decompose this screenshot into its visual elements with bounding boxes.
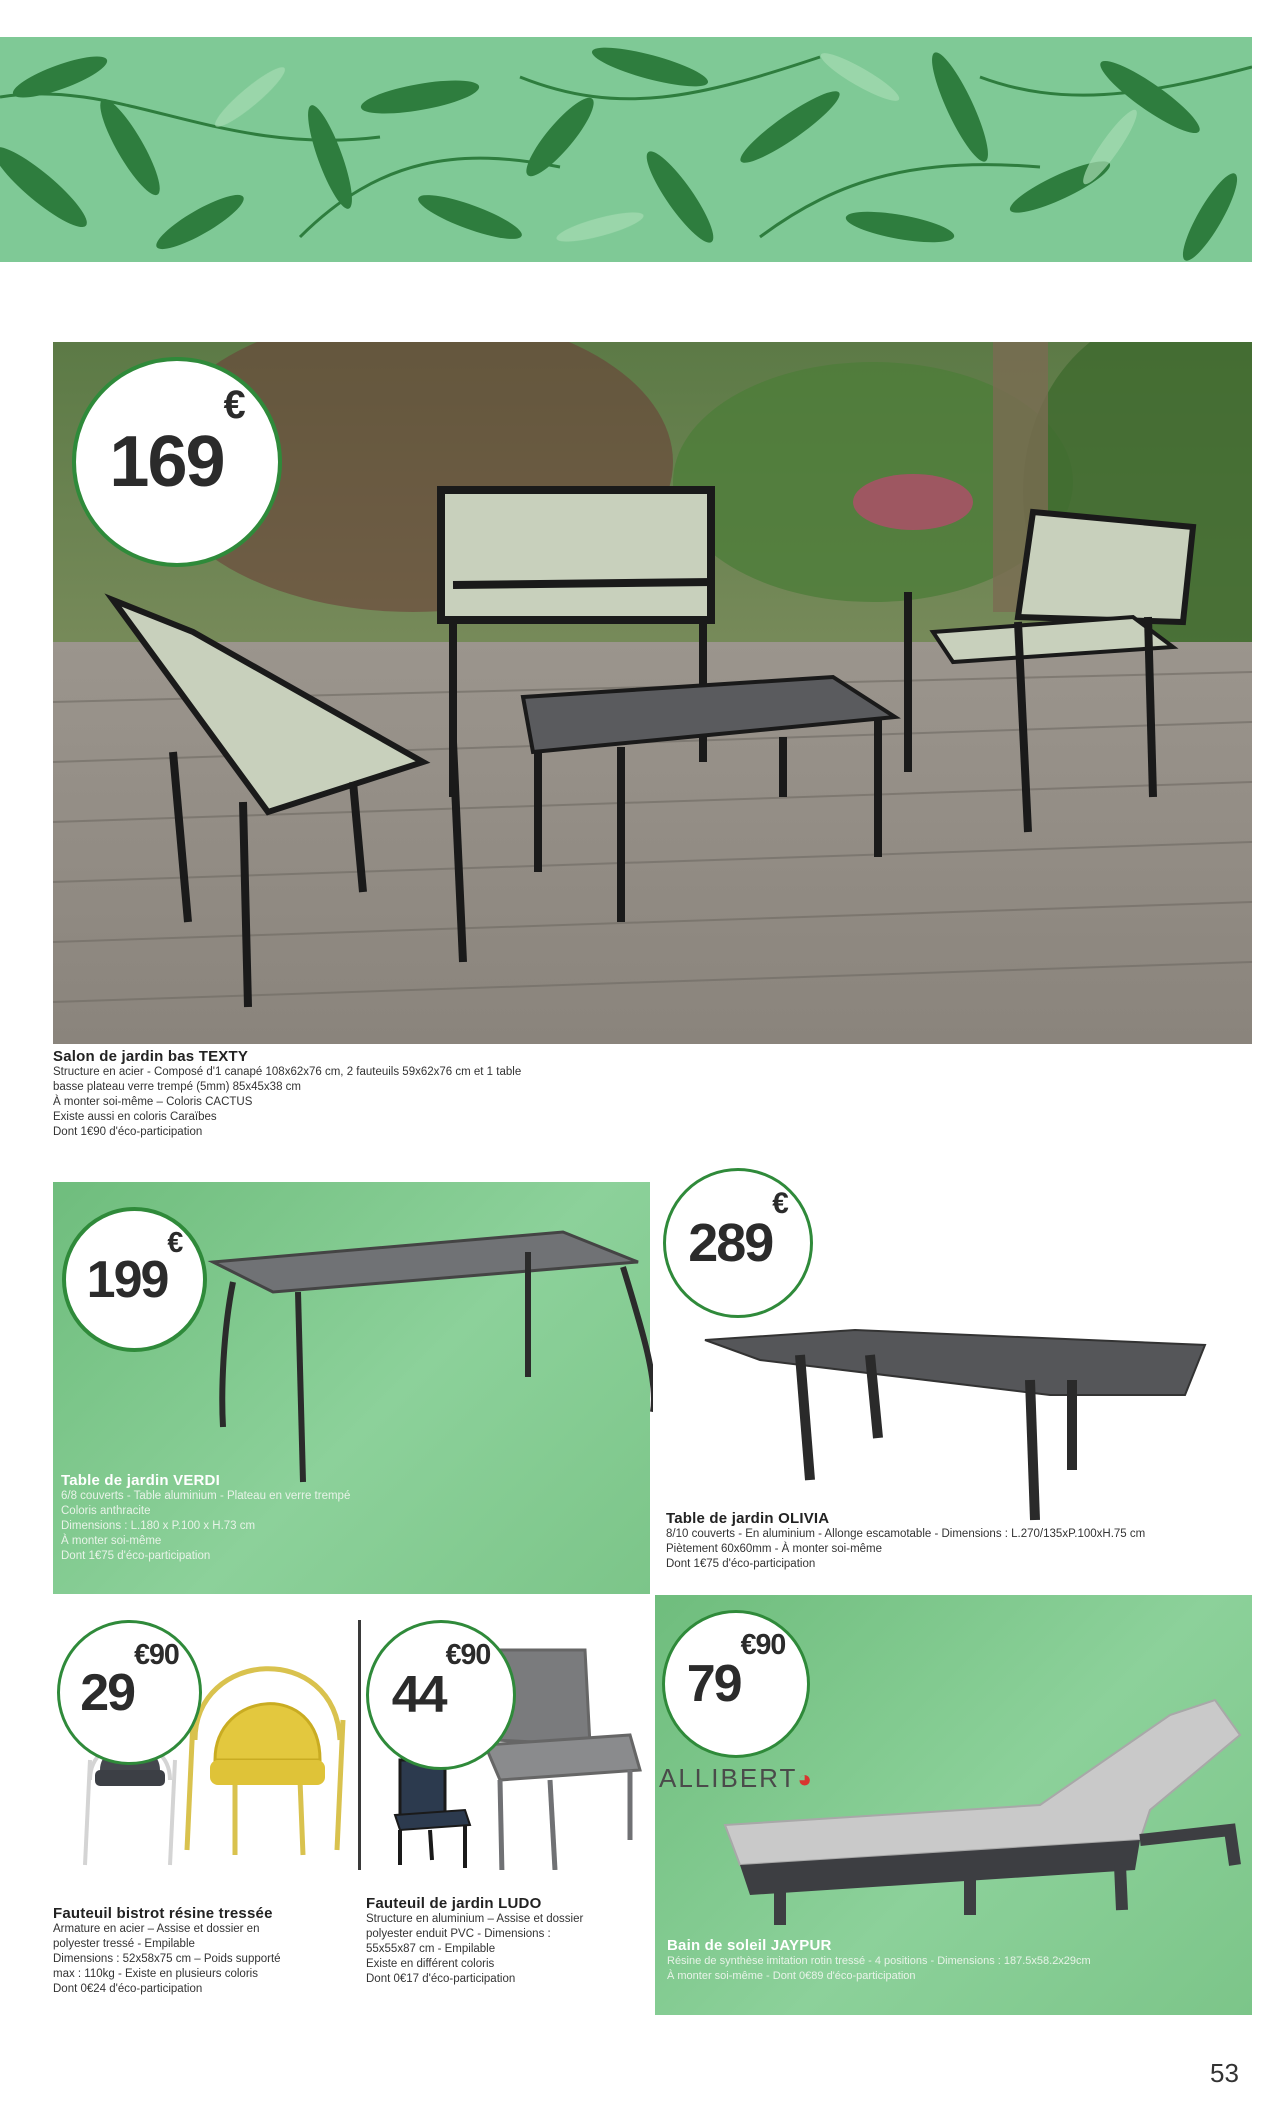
divider <box>358 1620 361 1870</box>
description-line: Dont 1€90 d'éco-participation <box>53 1126 203 1138</box>
price-main: 29 <box>80 1663 135 1722</box>
price-main: 289 <box>688 1213 773 1273</box>
price-sup: €90 <box>134 1638 179 1671</box>
product-description <box>666 1527 1256 1572</box>
description-line: À monter soi-même - Dont 0€89 d'éco-participation <box>667 1970 916 1982</box>
description-line: À monter soi-même – Coloris CACTUS <box>53 1096 253 1108</box>
product-title: Fauteuil bistrot résine tressée <box>53 1905 273 1922</box>
price-sup: € <box>167 1226 183 1259</box>
description-line: À monter soi-même <box>61 1535 162 1547</box>
leaf-pattern-illustration <box>0 37 1252 262</box>
description-line: Coloris anthracite <box>61 1505 151 1517</box>
description-line: Dont 1€75 d'éco-participation <box>666 1558 816 1570</box>
description-line: Dont 0€17 d'éco-participation <box>366 1973 516 1985</box>
description-line: max : 110kg - Existe en plusieurs coloris <box>53 1968 258 1980</box>
price-main: 199 <box>86 1250 168 1309</box>
product-title: Salon de jardin bas TEXTY <box>53 1048 249 1065</box>
product-title: Table de jardin OLIVIA <box>666 1510 830 1527</box>
verdi-table-illustration <box>203 1212 653 1492</box>
description-line: Dont 0€24 d'éco-participation <box>53 1983 203 1995</box>
product-bistrot-info <box>53 1905 353 1997</box>
brand-name: ALLIBERT <box>659 1763 798 1793</box>
price-badge-verdi <box>62 1207 207 1352</box>
product-title: Table de jardin VERDI <box>61 1472 220 1489</box>
product-ludo-info <box>366 1895 666 1987</box>
leaf-banner <box>0 37 1252 262</box>
page-number: 53 <box>1210 2058 1239 2088</box>
price-main: 169 <box>109 422 224 502</box>
description-line: Résine de synthèse imitation rotin tressé - 4 positions - Dimensions : 187.5x58.2x29cm <box>667 1955 1091 1967</box>
product-description <box>53 1065 773 1140</box>
price-badge-ludo <box>366 1620 516 1770</box>
description-line: Dont 1€75 d'éco-participation <box>61 1550 211 1562</box>
description-line: Structure en acier - Composé d'1 canapé 108x62x76 cm, 2 fauteuils 59x62x76 cm et 1 table <box>53 1066 522 1078</box>
product-title: Bain de soleil JAYPUR <box>667 1937 832 1954</box>
price-badge-texty <box>72 357 282 567</box>
description-line: 55x55x87 cm - Empilable <box>366 1943 496 1955</box>
jaypur-sunbed-illustration <box>720 1695 1250 1925</box>
description-line: Existe aussi en coloris Caraïbes <box>53 1111 217 1123</box>
description-line: Dimensions : 52x58x75 cm – Poids supporté <box>53 1953 281 1965</box>
description-line: basse plateau verre trempé (5mm) 85x45x38 cm <box>53 1081 301 1093</box>
description-line: Dimensions : L.180 x P.100 x H.73 cm <box>61 1520 256 1532</box>
description-line: Structure en aluminium – Assise et dossier <box>366 1913 584 1925</box>
price-sup: € <box>772 1187 788 1221</box>
description-line: polyester tressé - Empilable <box>53 1938 195 1950</box>
price-main: 44 <box>391 1666 446 1724</box>
product-verdi-info <box>61 1472 621 1564</box>
price-sup: € <box>223 382 245 427</box>
description-line: Piètement 60x60mm - À monter soi-même <box>666 1543 883 1555</box>
product-description <box>53 1922 353 1997</box>
description-line: Existe en différent coloris <box>366 1958 495 1970</box>
price-badge-bistrot <box>57 1620 202 1765</box>
description-line: 8/10 couverts - En aluminium - Allonge escamotable - Dimensions : L.270/135xP.100xH.75 cm <box>666 1528 1146 1540</box>
product-jaypur-info <box>667 1937 1247 1984</box>
product-description <box>61 1489 621 1564</box>
description-line: polyester enduit PVC - Dimensions : <box>366 1928 551 1940</box>
price-sup: €90 <box>740 1628 786 1661</box>
product-olivia-info <box>666 1510 1256 1572</box>
product-texty-info <box>53 1048 773 1140</box>
price-badge-jaypur <box>662 1610 810 1758</box>
olivia-table-illustration <box>700 1310 1220 1530</box>
price-main: 79 <box>686 1655 741 1713</box>
product-description <box>667 1954 1247 1984</box>
description-line: Armature en acier – Assise et dossier en <box>53 1923 260 1935</box>
price-badge-olivia <box>663 1168 813 1318</box>
description-line: 6/8 couverts - Table aluminium - Plateau en verre trempé <box>61 1490 351 1502</box>
price-sup: €90 <box>445 1638 491 1671</box>
product-title: Fauteuil de jardin LUDO <box>366 1895 542 1912</box>
product-description <box>366 1912 666 1987</box>
brand-swirl-icon: ◕ <box>797 1766 814 1793</box>
